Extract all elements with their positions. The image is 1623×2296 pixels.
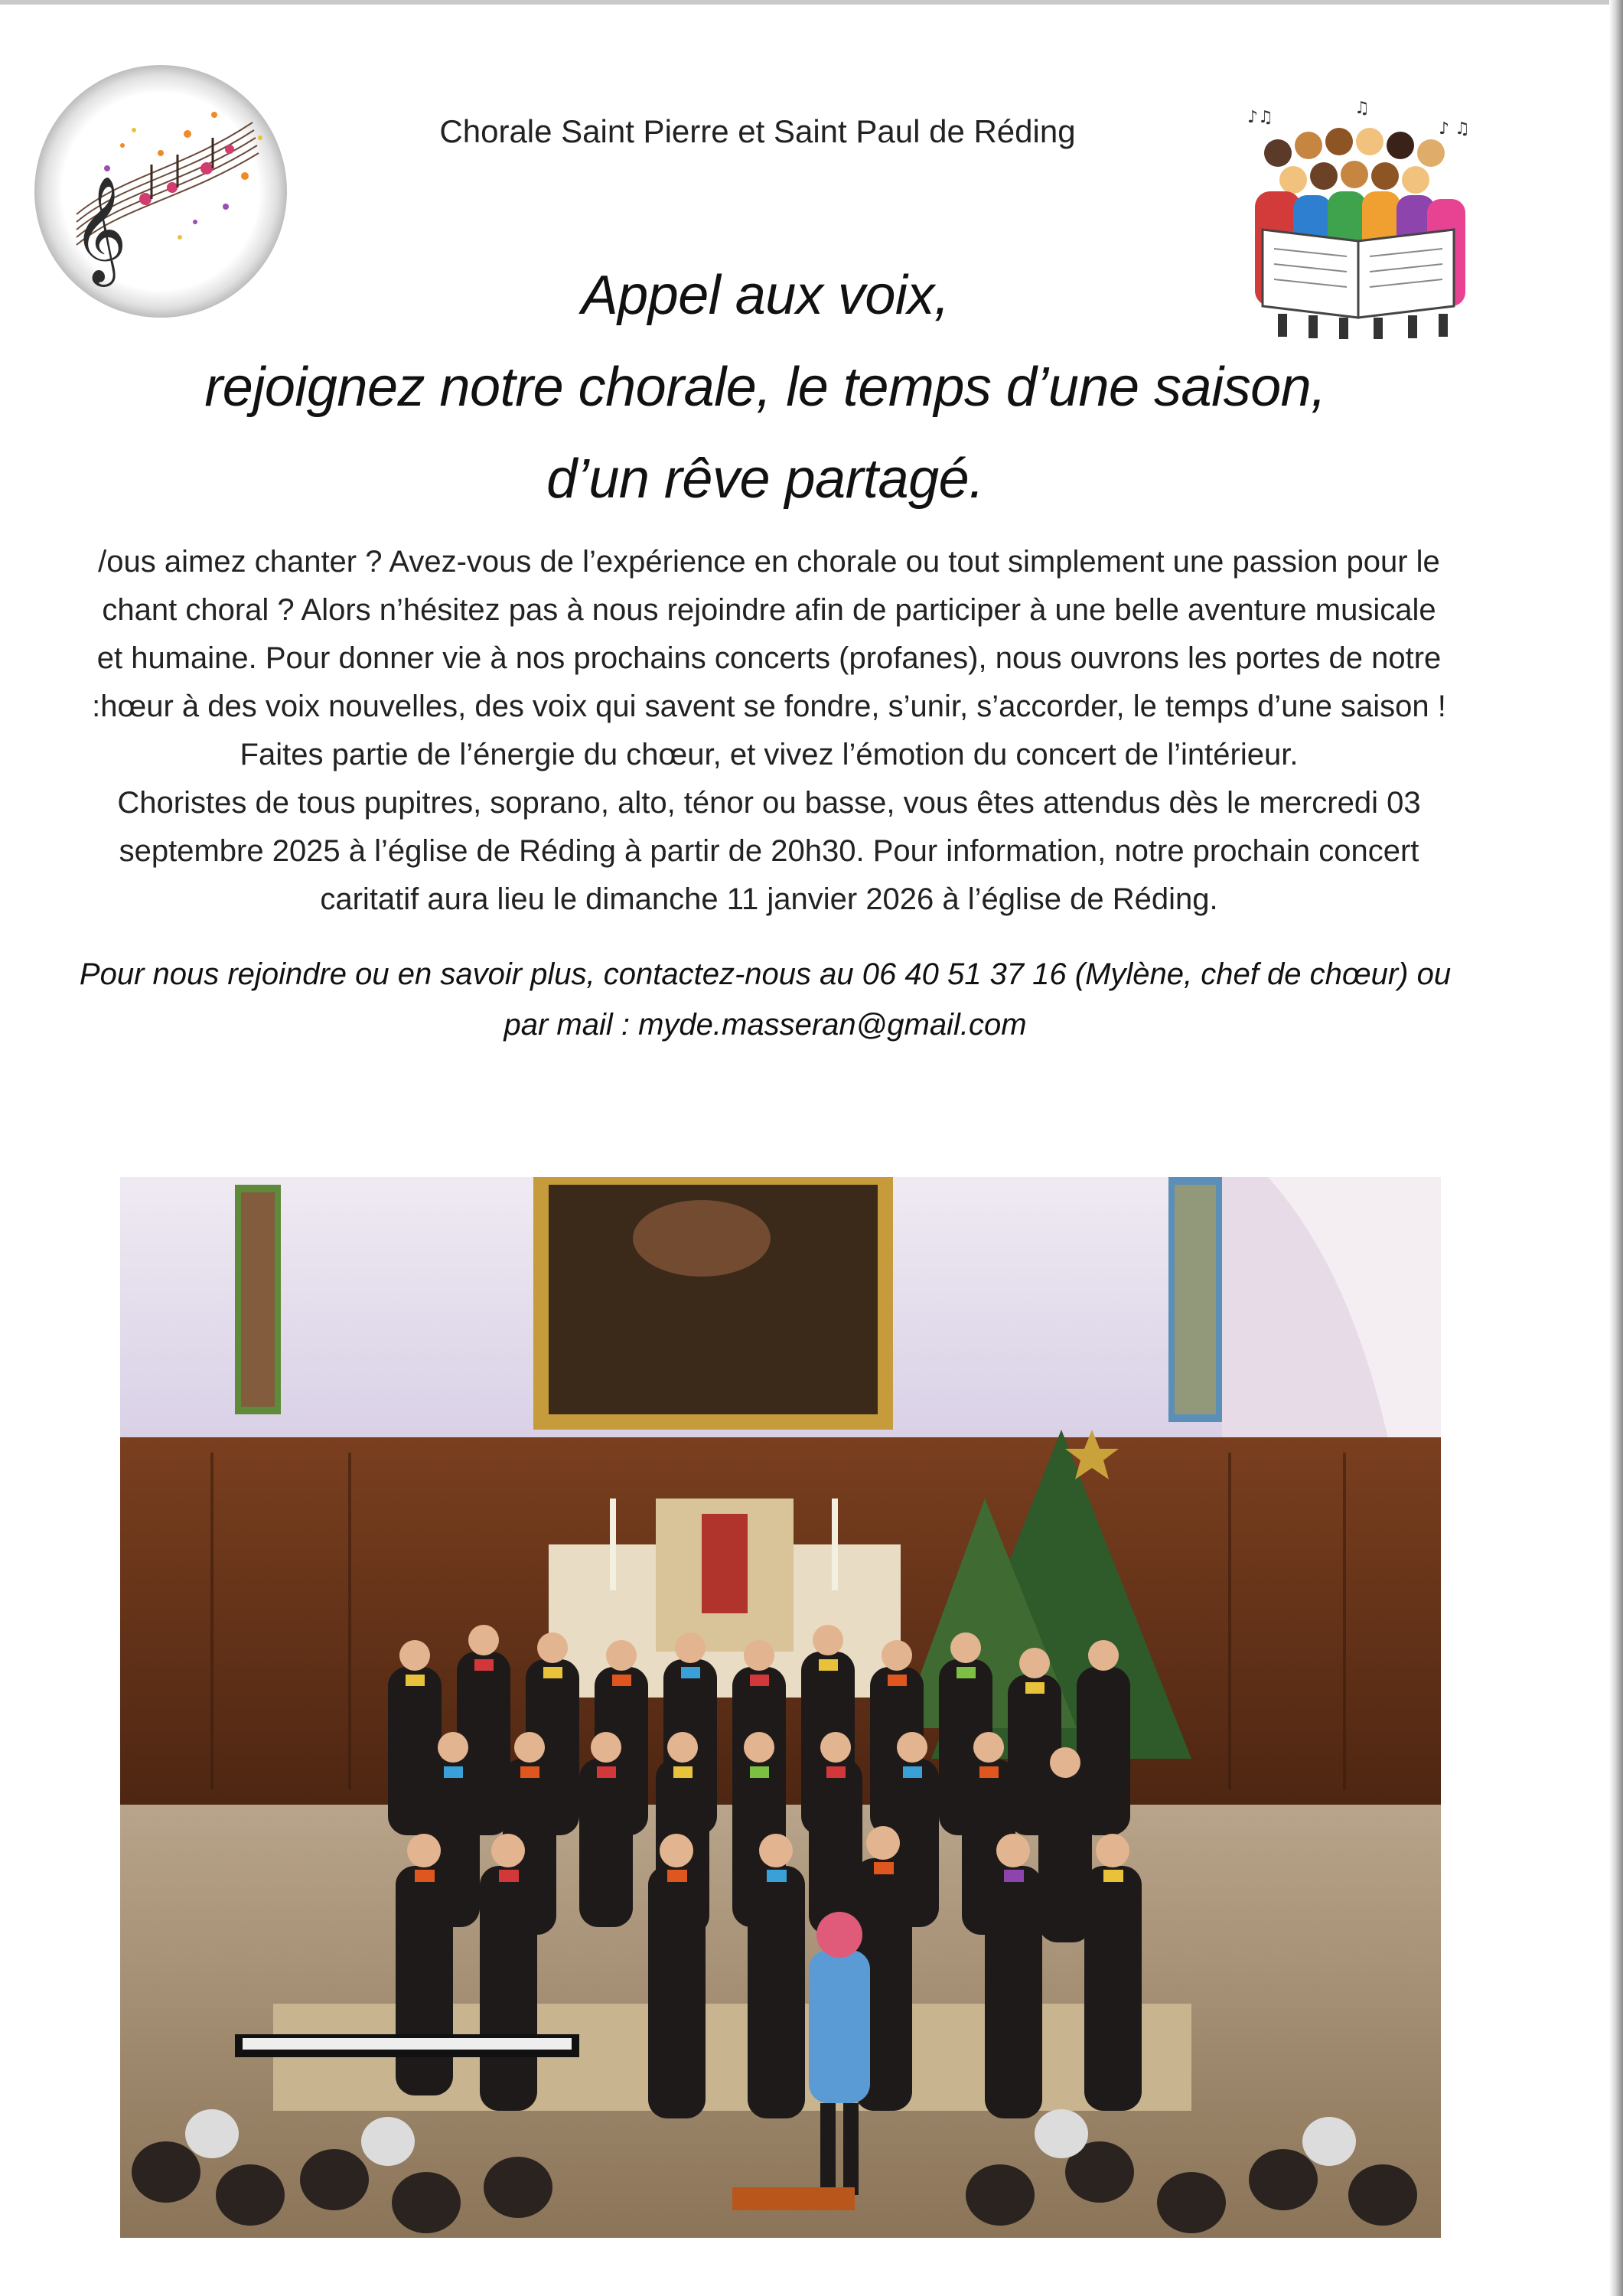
choir-concert-photo <box>120 1177 1441 2238</box>
contact-info <box>15 949 1515 1050</box>
headline-line-3: d’un rêve partagé. <box>546 448 984 510</box>
body-line: chant choral ? Alors n’hésitez pas à nous rejoindre afin de participer à une belle aventure musicale <box>102 593 1436 627</box>
scan-top-border <box>0 0 1623 5</box>
contact-phone-line: Pour nous rejoindre ou en savoir plus, contactez-nous au 06 40 51 37 16 (Mylène, chef de chœur) ou <box>79 957 1452 991</box>
organization-name: Chorale Saint Pierre et Saint Paul de Réding <box>439 113 1076 149</box>
body-line: septembre 2025 à l’église de Réding à partir de 20h30. Pour information, notre prochain concert <box>119 834 1419 868</box>
body-line: caritatif aura lieu le dimanche 11 janvier 2026 à l’église de Réding. <box>320 882 1218 916</box>
svg-text:♪ ♫: ♪ ♫ <box>1439 119 1470 139</box>
svg-text:♫: ♫ <box>1354 99 1370 118</box>
headline-line-2: rejoignez notre chorale, le temps d’une saison, <box>204 357 1326 418</box>
body-line: et humaine. Pour donner vie à nos prochains concerts (profanes), nous ouvrons les portes de notre <box>96 641 1442 675</box>
body-paragraph <box>23 538 1515 924</box>
headline-line-1: Appel aux voix, <box>581 265 950 326</box>
body-line: Faites partie de l’énergie du chœur, et vivez l’émotion du concert de l’intérieur. <box>240 738 1299 771</box>
svg-text:𝄞: 𝄞 <box>73 176 127 282</box>
scan-right-edge <box>1609 0 1623 2296</box>
body-line: :hœur à des voix nouvelles, des voix qui savent se fondre, s’unir, s’accorder, le temps d’une saison ! <box>92 690 1446 723</box>
contact-email-line: par mail : myde.masseran@gmail.com <box>504 1008 1027 1042</box>
svg-text:♪♫: ♪♫ <box>1247 108 1273 127</box>
body-line: Choristes de tous pupitres, soprano, alto, ténor ou basse, vous êtes attendus dès le mercredi 03 <box>117 786 1421 820</box>
body-line: /ous aimez chanter ? Avez-vous de l’expérience en chorale ou tout simplement une passion pour le <box>98 545 1440 579</box>
